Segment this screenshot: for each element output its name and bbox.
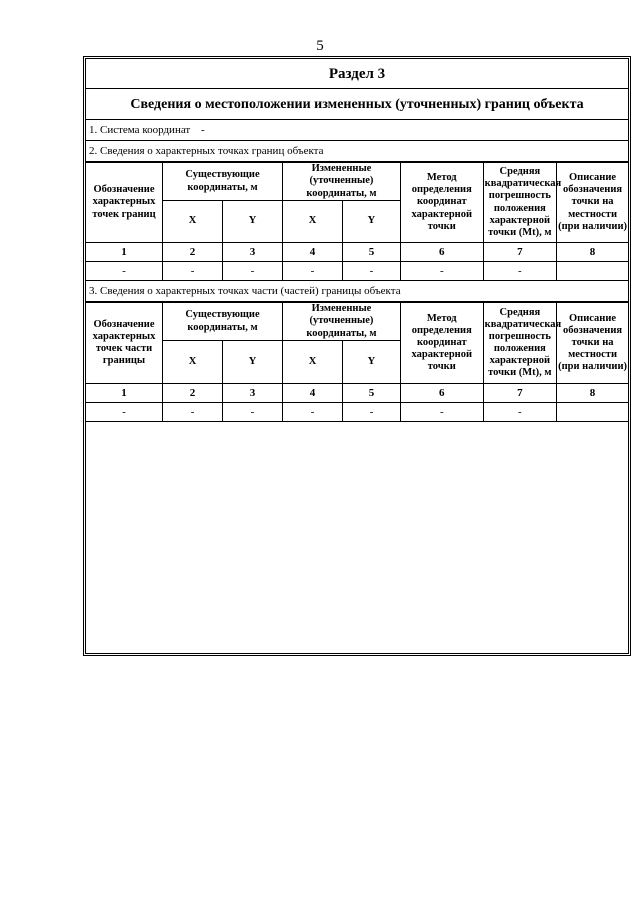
header-existing-y: Y [223, 341, 283, 384]
table-cell: - [163, 403, 223, 422]
boundary-points-table [86, 162, 628, 281]
header-changed-y: Y [342, 341, 400, 384]
table-row [86, 403, 628, 422]
part-boundary-points-table [86, 302, 628, 422]
table-cell: - [223, 262, 283, 281]
table-cell: - [483, 262, 556, 281]
column-number: 3 [223, 243, 283, 262]
column-number: 7 [483, 243, 556, 262]
coord-system-label: 1. Система координат [89, 124, 191, 136]
coord-system-value: - [200, 124, 205, 136]
header-point-designation: Обозначение характерных точек части границы [86, 303, 163, 384]
column-number: 4 [283, 243, 343, 262]
table2-caption: 3. Сведения о характерных точках части (частей) границы объекта [86, 281, 628, 302]
column-number-row [86, 384, 628, 403]
section-title: Раздел 3 [86, 59, 628, 89]
table-cell: - [223, 403, 283, 422]
coord-system-row [86, 120, 628, 141]
header-existing-x: X [163, 341, 223, 384]
section-subtitle: Сведения о местоположении измененных (уточненных) границ объекта [86, 89, 628, 120]
table-cell: - [86, 262, 163, 281]
header-changed-y: Y [342, 201, 400, 243]
header-mean-square-error: Средняя квадратическая погрешность положения характерной точки (Mt), м [483, 303, 556, 384]
header-point-designation: Обозначение характерных точек границ [86, 163, 163, 243]
header-method: Метод определения координат характерной точки [400, 163, 483, 243]
table-cell: - [163, 262, 223, 281]
header-changed-x: X [283, 201, 343, 243]
header-changed-x: X [283, 341, 343, 384]
table-cell [557, 403, 628, 422]
table-cell: - [483, 403, 556, 422]
table-row [86, 262, 628, 281]
column-number: 4 [283, 384, 343, 403]
page-number: 5 [316, 38, 324, 54]
table-cell: - [283, 262, 343, 281]
header-changed-coords: Измененные (уточненные) координаты, м [283, 303, 401, 341]
header-method: Метод определения координат характерной точки [400, 303, 483, 384]
header-point-description: Описание обозначения точки на местности (при наличии) [557, 303, 628, 384]
column-number: 3 [223, 384, 283, 403]
header-point-description: Описание обозначения точки на местности (при наличии) [557, 163, 628, 243]
section-frame [83, 56, 631, 656]
table-cell [557, 262, 628, 281]
table-cell: - [400, 262, 483, 281]
header-mean-square-error: Средняя квадратическая погрешность положения характерной точки (Mt), м [483, 163, 556, 243]
column-number: 8 [557, 243, 628, 262]
column-number: 1 [86, 243, 163, 262]
column-number: 2 [163, 384, 223, 403]
header-existing-coords: Существующие координаты, м [163, 163, 283, 201]
column-number: 5 [342, 384, 400, 403]
table-cell: - [283, 403, 343, 422]
table-cell: - [342, 403, 400, 422]
table-cell: - [342, 262, 400, 281]
header-existing-coords: Существующие координаты, м [163, 303, 283, 341]
column-number-row [86, 243, 628, 262]
table-cell: - [86, 403, 163, 422]
column-number: 6 [400, 384, 483, 403]
column-number: 5 [342, 243, 400, 262]
column-number: 1 [86, 384, 163, 403]
table-cell: - [400, 403, 483, 422]
table1-caption: 2. Сведения о характерных точках границ объекта [86, 141, 628, 162]
column-number: 2 [163, 243, 223, 262]
column-number: 8 [557, 384, 628, 403]
column-number: 7 [483, 384, 556, 403]
header-existing-x: X [163, 201, 223, 243]
header-existing-y: Y [223, 201, 283, 243]
header-changed-coords: Измененные (уточненные) координаты, м [283, 163, 401, 201]
column-number: 6 [400, 243, 483, 262]
